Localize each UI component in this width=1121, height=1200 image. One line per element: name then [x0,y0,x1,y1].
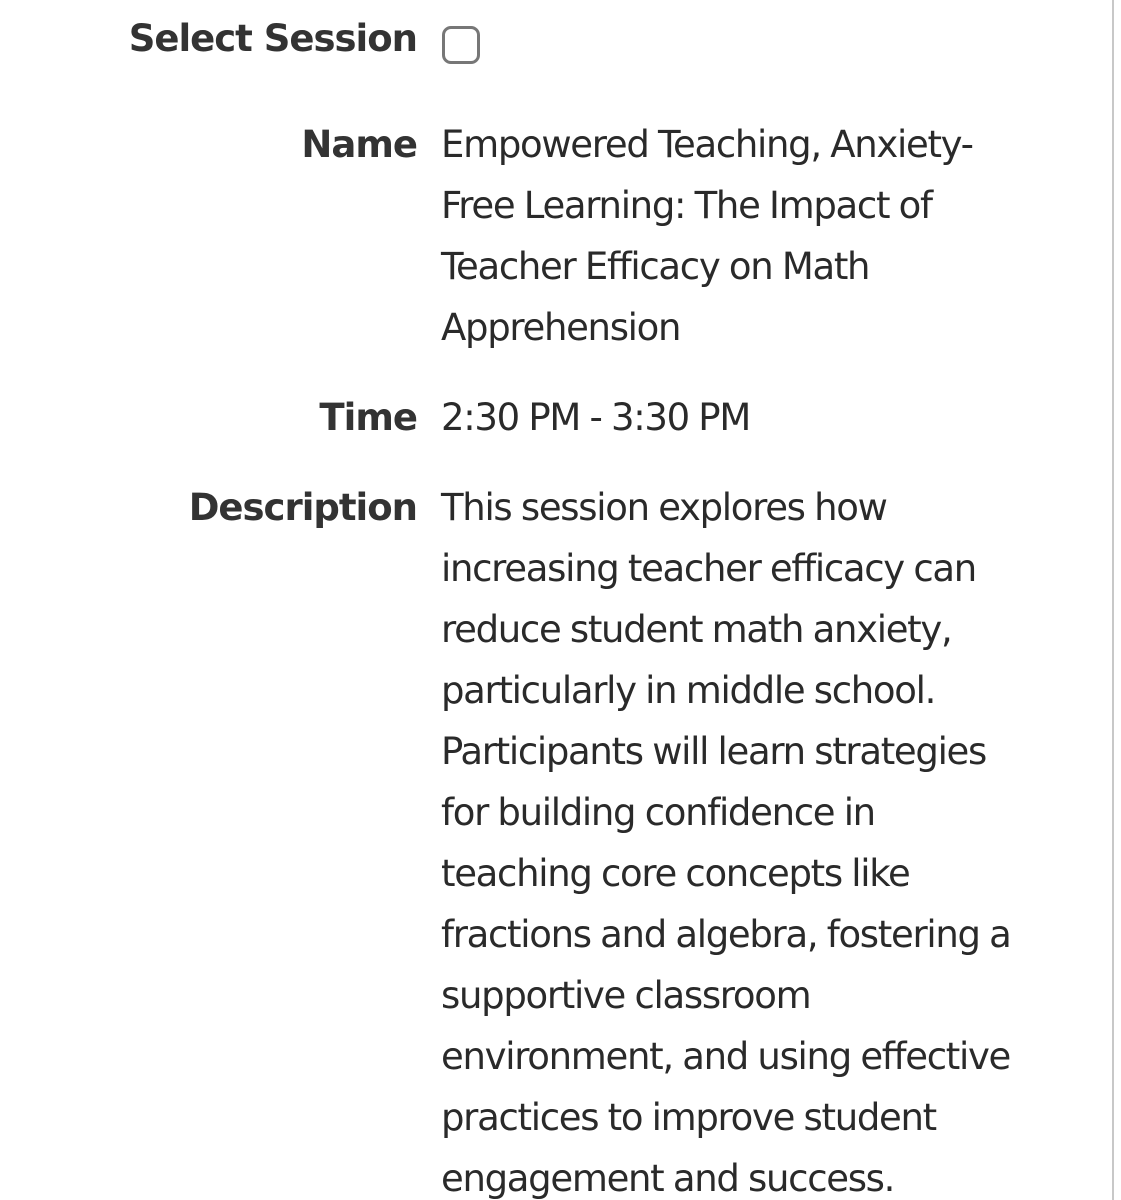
description-line: practices to improve student [441,1096,936,1139]
description-line: reduce student math anxiety, [441,608,952,651]
description-row [0,477,1100,1200]
description-line: increasing teacher efficacy can [441,547,976,590]
description-line: Participants will learn strategies [441,730,986,773]
name-label: Name [301,123,417,166]
description-line: This session explores how [441,486,887,529]
description-line: fractions and algebra, fostering a [441,913,1011,956]
description-label: Description [188,486,417,529]
session-name-line: Free Learning: The Impact of [441,184,932,227]
select-session-row [0,8,1100,69]
description-line: supportive classroom [441,974,811,1017]
session-name-line: Teacher Efficacy on Math [441,245,870,288]
session-name-line: Apprehension [441,306,681,349]
description-line: for building confidence in [441,791,875,834]
session-time-value: 2:30 PM - 3:30 PM [441,396,750,439]
description-line: particularly in middle school. [441,669,936,712]
session-name-line: Empowered Teaching, Anxiety- [441,123,973,166]
session-description-value [441,477,1089,1200]
description-line: environment, and using effective [441,1035,1011,1078]
panel-right-border [1112,0,1114,1200]
time-row [0,387,1100,448]
description-line: teaching core concepts like [441,852,910,895]
select-session-label: Select Session [128,17,417,60]
time-label: Time [319,396,417,439]
name-row [0,114,1100,358]
session-name-value [441,114,1089,358]
select-session-checkbox[interactable] [442,26,480,64]
description-line: engagement and success. [441,1157,895,1200]
